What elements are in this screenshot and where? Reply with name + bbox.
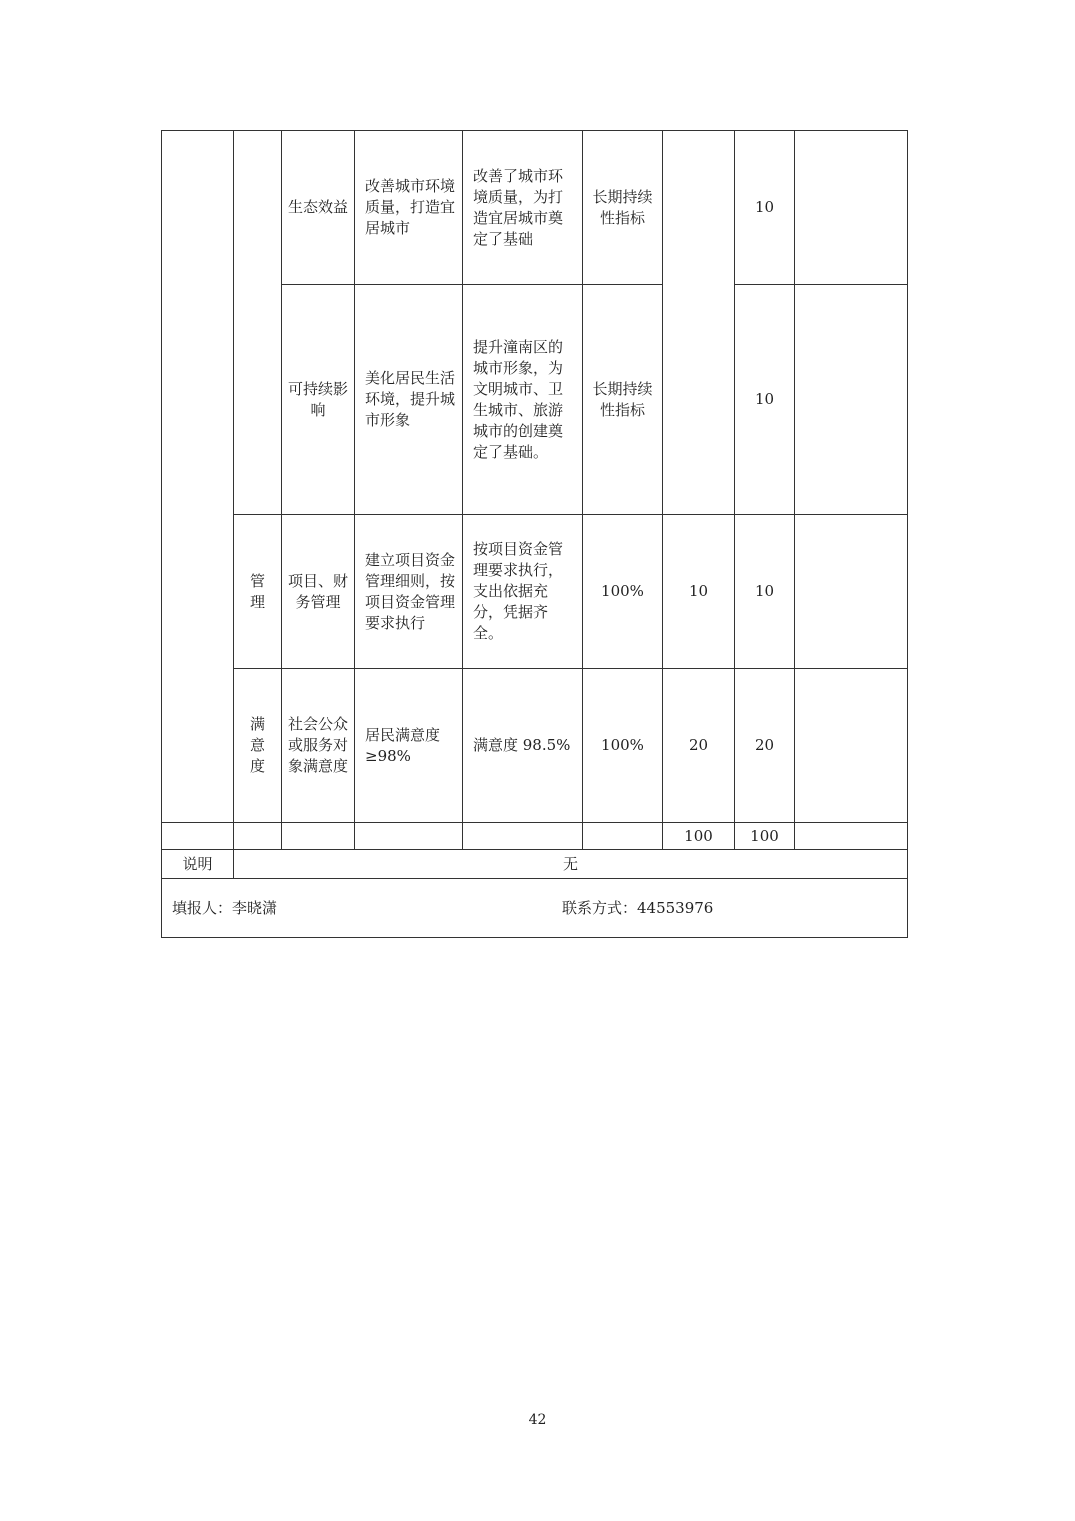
category-cell [234,515,282,669]
weight-cell [663,515,735,669]
actual-eco: 改善了城市环境质量，为打造宜居城市奠定了基础 [473,166,564,248]
actual-sustain: 提升潼南区的城市形象，为文明城市、卫生城市、旅游城市的创建奠定了基础。 [473,337,564,461]
target-satisfaction: 居民满意度≥98% [365,725,441,765]
category-manage: 管理 [249,571,265,611]
notes-label: 说明 [182,854,213,873]
total-score: 100 [750,826,779,845]
indicator-cell [282,515,355,669]
total-empty-cell [463,823,583,850]
category-satisfaction: 满意度 [249,715,265,775]
total-empty-cell [282,823,355,850]
indicator-eco: 生态效益 [288,198,349,216]
score-cell [735,669,795,823]
table-row-manage [162,515,908,669]
actual-manage: 按项目资金管理要求执行，支出依据充分，凭据齐全。 [473,540,564,642]
actual-cell [463,515,583,669]
remark-cell [795,515,908,669]
value-sustain: 长期持续性指标 [592,379,653,419]
value-cell [583,515,663,669]
value-eco: 长期持续性指标 [592,187,653,227]
contact-info: 联系方式：44553976 [562,898,714,917]
target-cell [355,669,463,823]
value-satisfaction: 100% [601,736,644,754]
total-empty-cell [162,823,234,850]
indicator-cell [282,131,355,285]
score-satisfaction: 20 [754,736,775,754]
footer-cell [162,879,908,938]
value-cell [583,131,663,285]
target-manage: 建立项目资金管理细则，按项目资金管理要求执行 [365,550,456,632]
value-cell [583,669,663,823]
page-number: 42 [528,1412,547,1428]
actual-cell [463,285,583,515]
table-row-satisfaction [162,669,908,823]
indicator-sustain: 可持续影响 [288,379,349,419]
target-eco: 改善城市环境质量，打造宜居城市 [365,177,456,237]
total-weight: 100 [684,826,713,845]
notes-value-cell [234,850,908,879]
target-cell [355,285,463,515]
value-cell [583,285,663,515]
remark-cell [795,131,908,285]
notes-label-cell [162,850,234,879]
indicator-cell [282,669,355,823]
table-row-notes [162,850,908,879]
total-empty-cell [355,823,463,850]
total-empty-cell [234,823,282,850]
category-level2-cell [234,131,282,515]
total-empty-cell [583,823,663,850]
score-cell [735,285,795,515]
actual-cell [463,131,583,285]
notes-value: 无 [562,854,578,873]
score-sustain: 10 [754,390,775,408]
indicator-manage: 项目、财务管理 [288,571,349,611]
remark-cell [795,285,908,515]
indicator-satisfaction: 社会公众或服务对象满意度 [288,715,349,775]
target-cell [355,131,463,285]
weight-cell [663,669,735,823]
score-cell [735,515,795,669]
category-level1-cell [162,131,234,823]
score-cell [735,131,795,285]
target-sustain: 美化居民生活环境，提升城市形象 [365,369,456,429]
total-remark-cell [795,823,908,850]
category-cell [234,669,282,823]
value-manage: 100% [601,582,644,600]
remark-cell [795,669,908,823]
score-manage: 10 [754,582,775,600]
total-weight-cell [663,823,735,850]
indicator-cell [282,285,355,515]
table-row-footer [162,879,908,938]
weight-manage: 10 [688,582,709,600]
target-cell [355,515,463,669]
footer-content [162,879,907,937]
weight-cell-merged [663,131,735,515]
total-score-cell [735,823,795,850]
score-eco: 10 [754,198,775,216]
table-row-eco [162,131,908,285]
actual-satisfaction: 满意度 98.5% [473,736,571,754]
actual-cell [463,669,583,823]
performance-table [161,130,908,938]
table-row-total [162,823,908,850]
filler-name: 填报人：李晓潇 [172,898,278,917]
weight-satisfaction: 20 [688,736,709,754]
